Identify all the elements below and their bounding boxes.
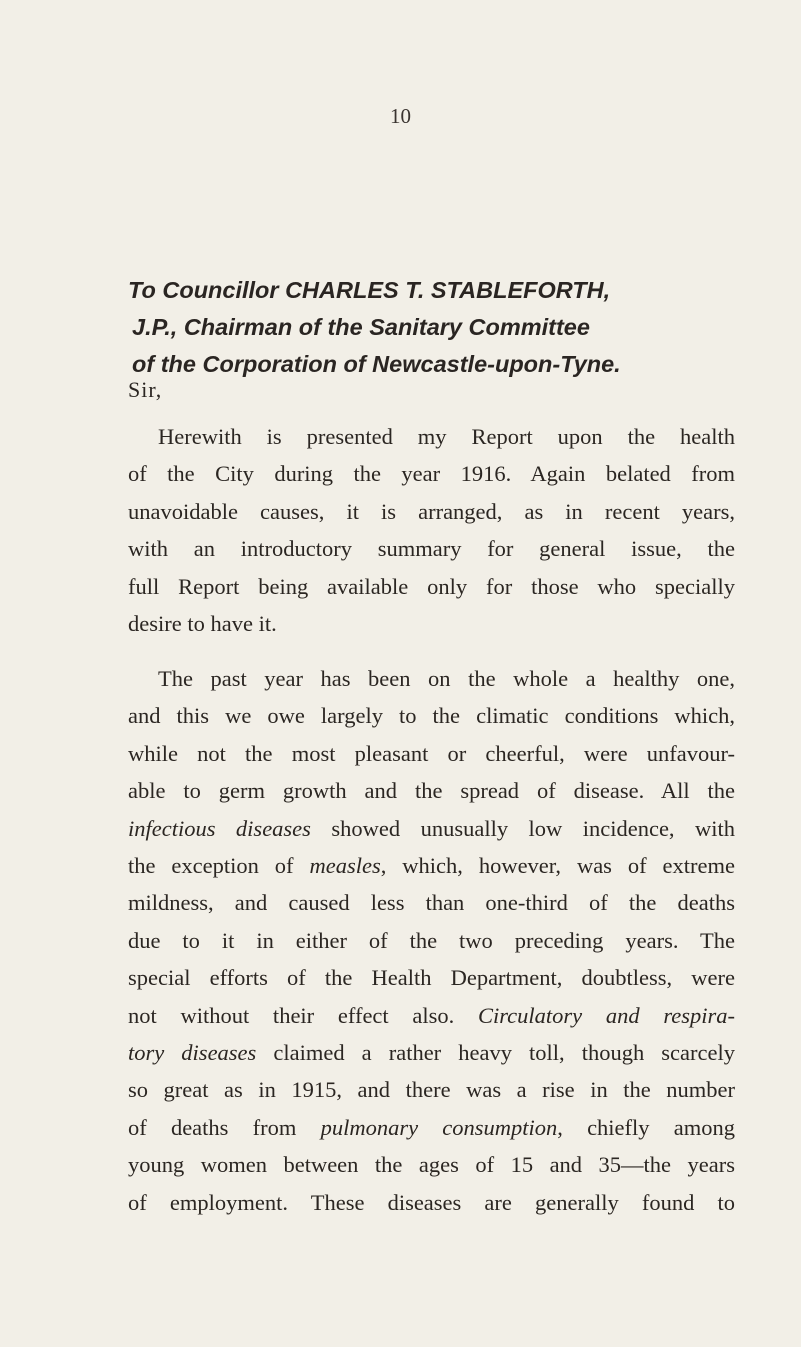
title-line-1: To Councillor CHARLES T. STABLEFORTH, — [128, 277, 611, 303]
paragraph-line — [128, 1034, 735, 1071]
emphasis-tory-diseases: tory diseases — [128, 1040, 257, 1066]
paragraph-line — [128, 997, 735, 1034]
salutation: Sir, — [128, 377, 163, 402]
paragraph-line: of employment. These diseases are generally found to — [128, 1189, 735, 1215]
line-text: the exception of — [128, 853, 310, 879]
emphasis-measles: measles — [309, 853, 381, 879]
paragraph-line: while not the most pleasant or cheerful, were unfavour- — [128, 740, 735, 766]
paragraph-line: mildness, and caused less than one-third of the deaths — [128, 890, 735, 916]
paragraph-line: with an introductory summary for general issue, the — [128, 536, 735, 562]
paragraph-line — [128, 847, 735, 884]
emphasis-circulatory: Circulatory and respira- — [477, 1002, 735, 1028]
paragraph-line: full Report being available only for those who specially — [128, 573, 735, 599]
title-line-2: J.P., Chairman of the Sanitary Committee — [132, 314, 590, 340]
paragraph-1 — [128, 418, 735, 642]
emphasis-infectious-diseases: infectious diseases — [128, 815, 311, 841]
page-number: 10 — [390, 104, 411, 128]
paragraph-line: and this we owe largely to the climatic conditions which, — [128, 703, 735, 729]
paragraph-line: due to it in either of the two preceding years. The — [128, 927, 735, 953]
line-text: , chiefly among — [557, 1114, 735, 1140]
emphasis-pulmonary-consumption: pulmonary consumption — [320, 1114, 558, 1140]
line-text: showed unusually low incidence, with — [310, 815, 736, 841]
paragraph-line: able to germ growth and the spread of disease. All the — [128, 778, 735, 804]
paragraph-line: so great as in 1915, and there was a rise in the number — [128, 1077, 735, 1103]
paragraph-line: unavoidable causes, it is arranged, as in recent years, — [128, 498, 735, 524]
paragraph-2 — [128, 660, 735, 1221]
paragraph-line: desire to have it. — [128, 611, 277, 637]
paragraph-line — [128, 1109, 735, 1146]
title-line-3: of the Corporation of Newcastle-upon-Tyne. — [132, 351, 621, 377]
line-text: not without their effect also. — [128, 1002, 478, 1028]
paragraph-line: young women between the ages of 15 and 35—the years — [128, 1152, 735, 1178]
paragraph-line: special efforts of the Health Department, doubtless, were — [128, 965, 735, 991]
paragraph-line: The past year has been on the whole a healthy one, — [158, 666, 735, 691]
line-text: claimed a rather heavy toll, though scarcely — [256, 1040, 735, 1066]
line-text: , which, however, was of extreme — [380, 853, 735, 879]
paragraph-line: Herewith is presented my Report upon the health — [158, 424, 735, 449]
dedication-title — [128, 272, 748, 383]
line-text: of deaths from — [128, 1114, 321, 1140]
paragraph-line: of the City during the year 1916. Again belated from — [128, 461, 735, 487]
paragraph-line — [128, 810, 735, 847]
